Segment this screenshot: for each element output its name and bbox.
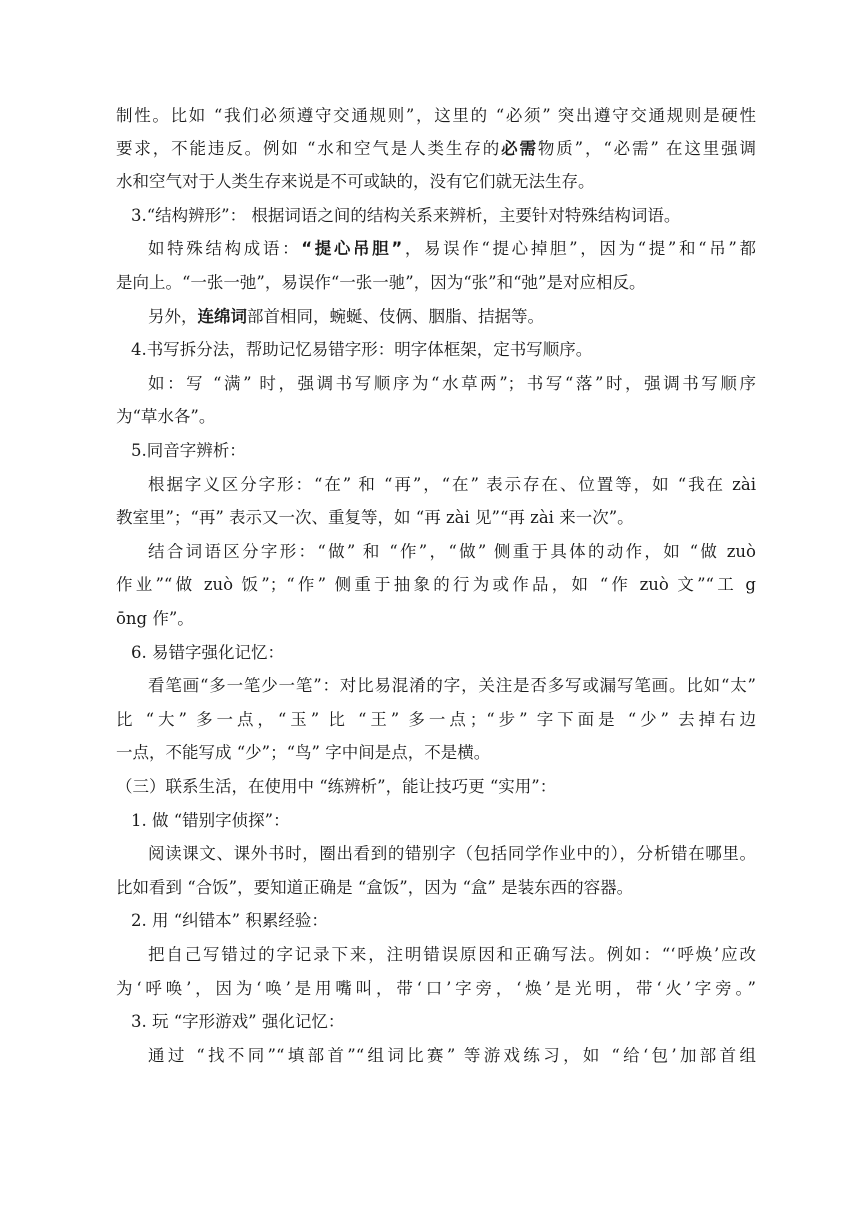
bold-term: 连绵词 xyxy=(197,307,247,326)
text-line: 制性。比如 “我们必须遵守交通规则”，这里的 “必须” 突出遵守交通规则是硬性 xyxy=(116,106,756,125)
list-item-heading: 2. 用 “纠错本” 积累经验： xyxy=(131,911,328,930)
list-item-heading: 5.同音字辨析： xyxy=(131,441,246,460)
list-item-heading: 3. 玩 “字形游戏” 强化记忆： xyxy=(131,1012,345,1031)
list-item-heading: 6. 易错字强化记忆： xyxy=(131,643,284,662)
list-item-heading: 3.“结构辨形”： 根据词语之间的结构关系来辨析，主要针对特殊结构词语。 xyxy=(131,206,681,225)
text-line: 为“草水各”。 xyxy=(116,407,216,426)
list-item-heading: 4.书写拆分法，帮助记忆易错字形：明字体框架，定书写顺序。 xyxy=(131,340,593,359)
text-line: 比 “大” 多一点，“玉” 比 “王” 多一点；“步” 字下面是 “少” 去掉右边 xyxy=(116,710,756,729)
section-heading: （三）联系生活，在使用中 “练辨析”，能让技巧更 “实用”： xyxy=(116,777,557,796)
text-line: 作业”“做 zuò 饭”；“作” 侧重于抽象的行为或作品，如 “作 zuò 文”“工 g xyxy=(116,575,756,594)
text-line: 比如看到 “合饭”，要知道正确是 “盒饭”，因为 “盒” 是装东西的容器。 xyxy=(116,878,634,897)
list-item-heading: 1. 做 “错别字侦探”： xyxy=(131,811,290,830)
text-line: ōng 作”。 xyxy=(116,609,194,628)
text-line: 要求，不能违反。例如 “水和空气是人类生存的必需物质”，“必需” 在这里强调 xyxy=(116,139,756,158)
text-line: 教室里”；“再” 表示又一次、重复等，如 “再 zài 见”“再 zài 来一次”。 xyxy=(116,508,634,527)
text-line: 结合词语区分字形：“做” 和 “作”，“做” 侧重于具体的动作，如 “做 zuò xyxy=(148,542,756,561)
bold-term: 必需 xyxy=(501,139,538,158)
text-line: 根据字义区分字形：“在” 和 “再”，“在” 表示存在、位置等，如 “我在 zài xyxy=(148,475,756,494)
text-line: 另外，连绵词部首相同，蜿蜒、伎俩、胭脂、拮据等。 xyxy=(148,307,544,326)
text-line: 阅读课文、课外书时，圈出看到的错别字（包括同学作业中的），分析错在哪里。 xyxy=(148,844,756,863)
text-line: 如：写 “满” 时，强调书写顺序为“水草两”；书写“落”时，强调书写顺序 xyxy=(148,374,756,393)
text-line: 通过 “找不同”“填部首”“组词比赛” 等游戏练习，如 “给‘包’加部首组 xyxy=(148,1046,756,1065)
text-line: 如特殊结构成语：“提心吊胆”，易误作“提心掉胆”，因为“提”和“吊”都 xyxy=(148,239,756,258)
text-line: 把自己写错过的字记录下来，注明错误原因和正确写法。例如：“‘呼焕’应改 xyxy=(148,945,756,964)
bold-term: “提心吊胆” xyxy=(301,239,403,258)
text-line: 水和空气对于人类生存来说是不可或缺的，没有它们就无法生存。 xyxy=(116,172,595,191)
text-line: 是向上。“一张一弛”，易误作“一张一驰”，因为“张”和“弛”是对应相反。 xyxy=(116,273,646,292)
text-line: 为‘呼唤’，因为‘唤’是用嘴叫，带‘口’字旁，‘焕’是光明，带‘火’字旁。” xyxy=(116,979,756,998)
text-line: 一点，不能写成 “少”；“鸟” 字中间是点，不是横。 xyxy=(116,743,491,762)
text-line: 看笔画“多一笔少一笔”：对比易混淆的字，关注是否多写或漏写笔画。比如“太” xyxy=(148,676,756,695)
